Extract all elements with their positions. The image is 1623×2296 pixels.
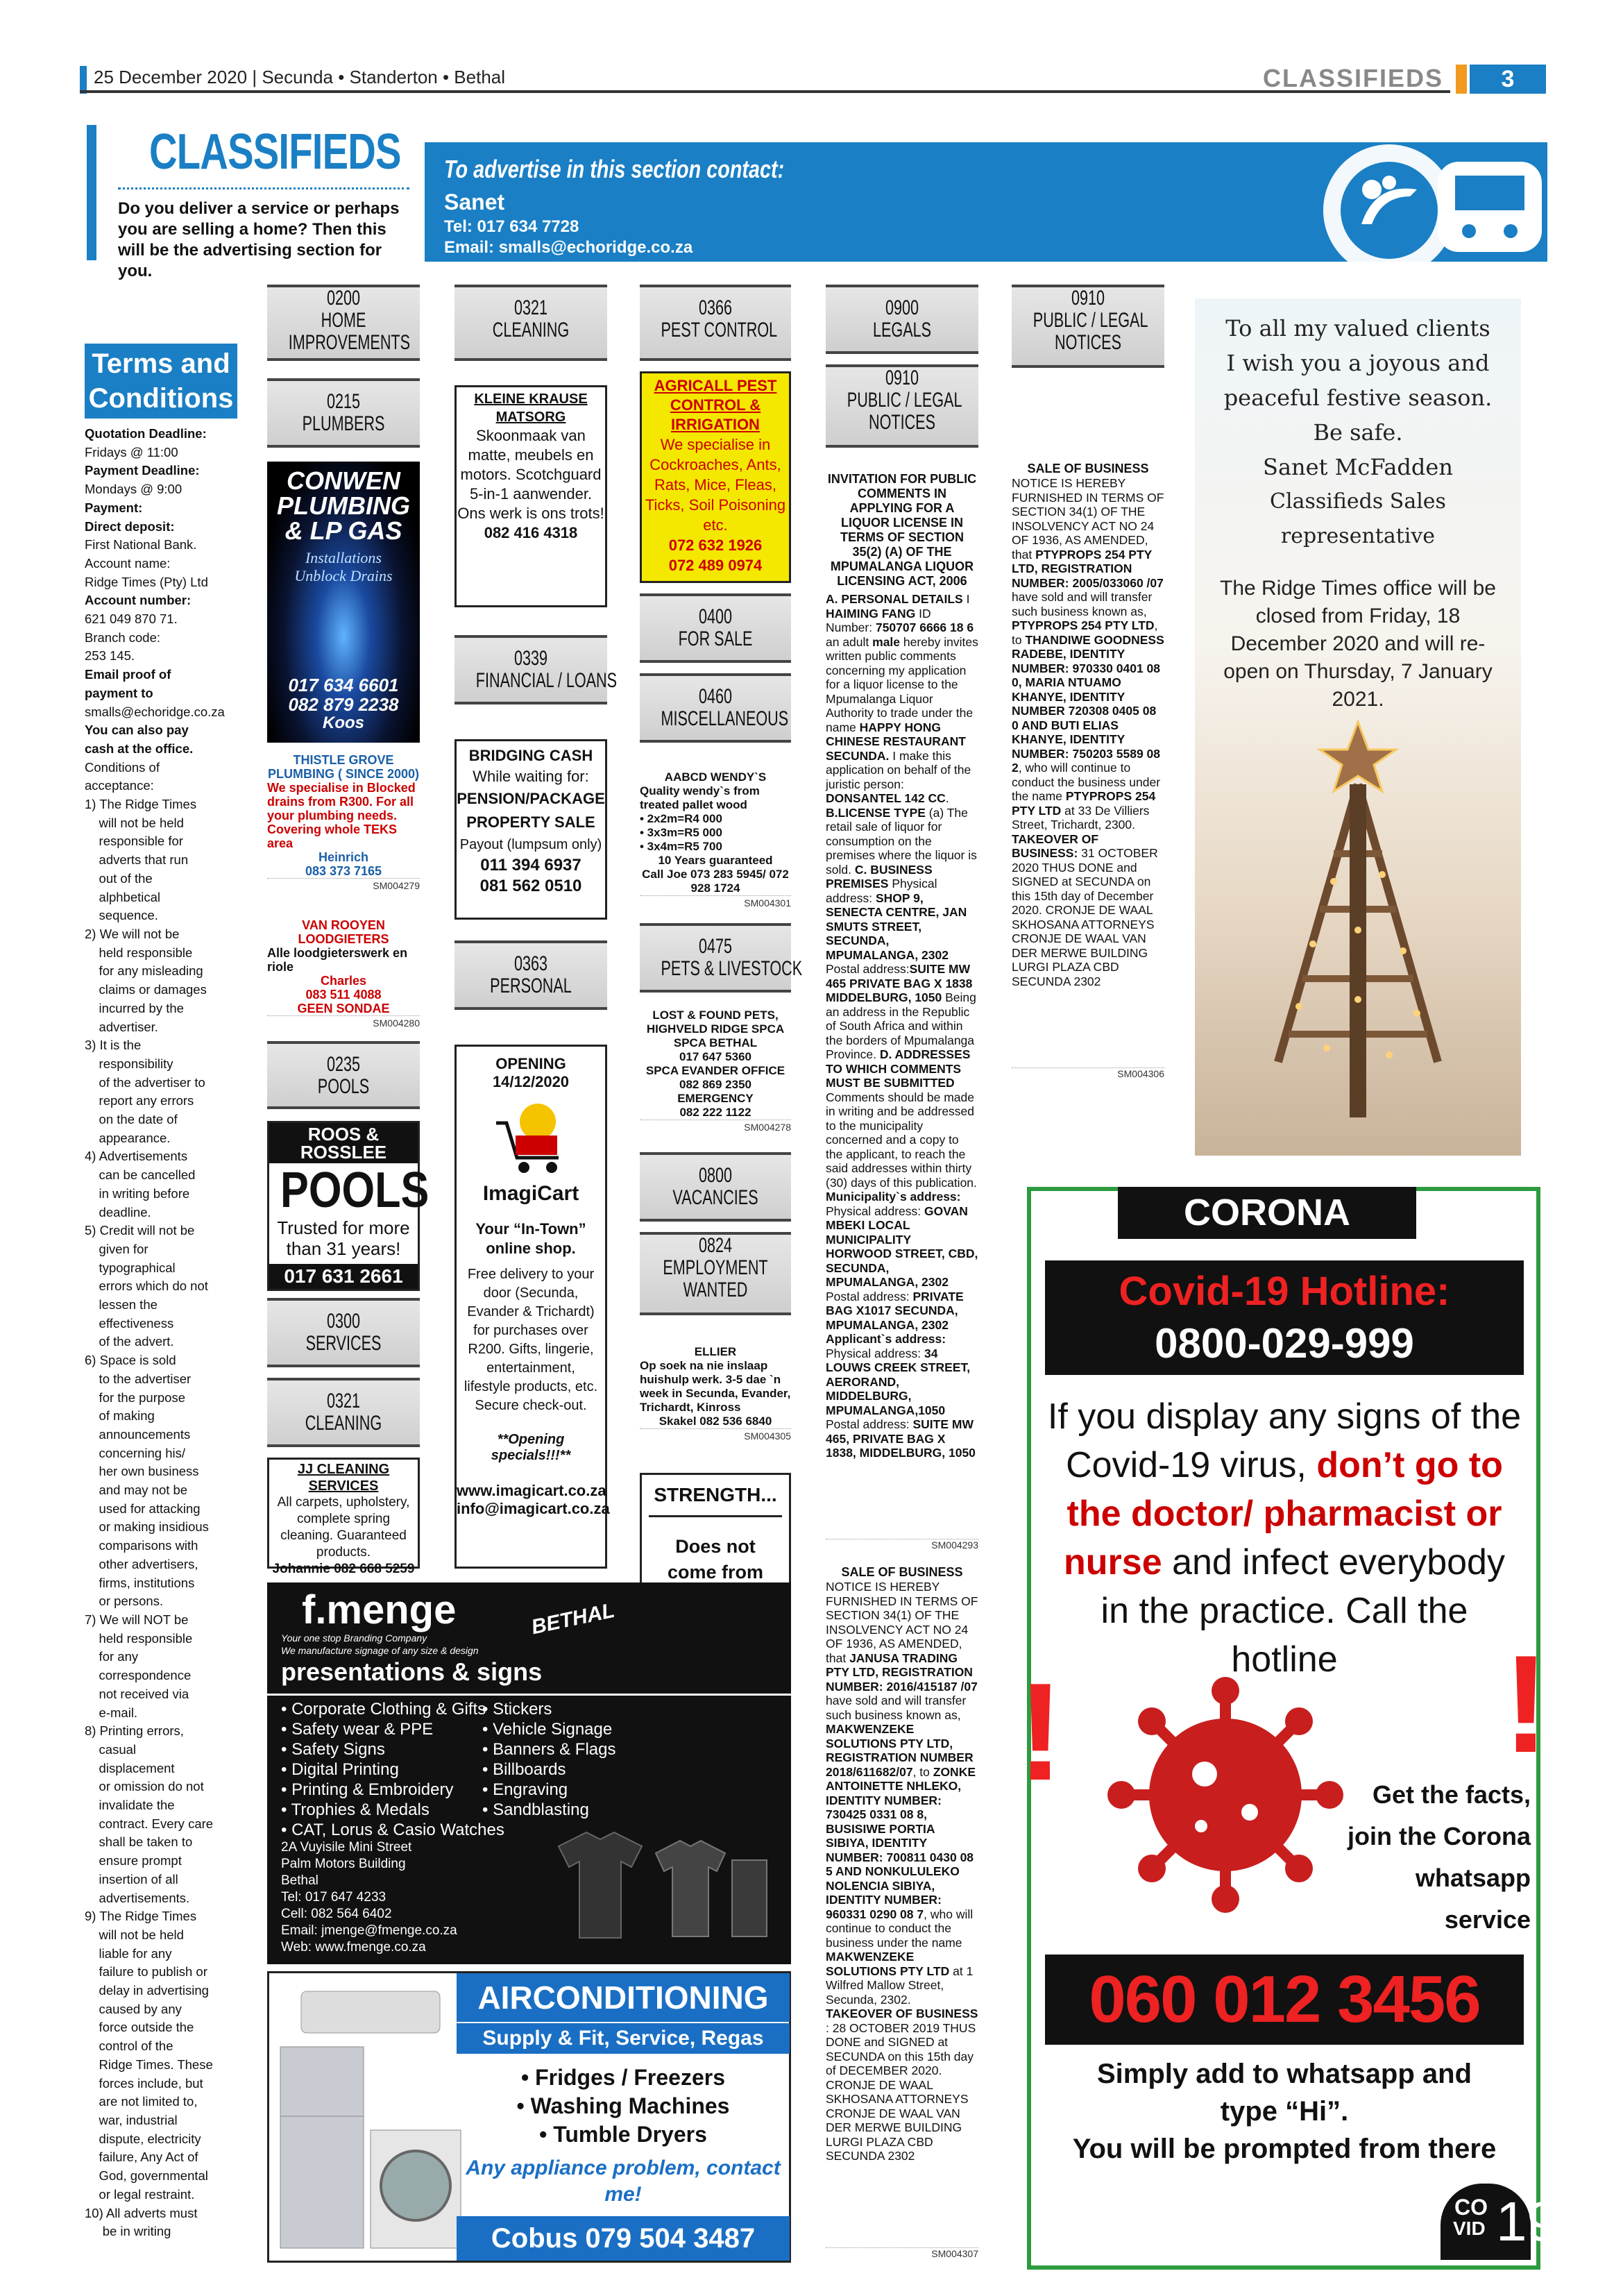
terms-line: 6) Space is sold bbox=[85, 1353, 176, 1368]
terms-line: can be cancelled bbox=[85, 1167, 196, 1183]
terms-line: Conditions of bbox=[85, 759, 160, 775]
terms-line: 9) The Ridge Times bbox=[85, 1909, 197, 1924]
ad-subtitle: Supply & Fit, Service, Regas bbox=[457, 2023, 790, 2054]
terms-line: insertion of all bbox=[85, 1871, 178, 1886]
terms-line: for any bbox=[85, 1649, 139, 1664]
header-orange-block bbox=[1456, 65, 1467, 94]
service-item: • Banners & Flags bbox=[482, 1740, 616, 1759]
terms-line: forces include, but bbox=[85, 2075, 203, 2091]
ad-title: POOLS bbox=[280, 1163, 430, 1218]
jj-cleaning-ad bbox=[267, 1458, 420, 1576]
category-0366: 0366 PEST CONTROL bbox=[640, 285, 791, 361]
terms-line: dispute, electricity bbox=[85, 2131, 201, 2146]
terms-line: 7) We will NOT be bbox=[85, 1612, 189, 1627]
category-icons-graphic bbox=[1306, 134, 1556, 273]
van-rooyen-ad bbox=[267, 918, 420, 1030]
ellier-ad bbox=[640, 1345, 791, 1443]
ad-ref: SM004279 bbox=[267, 878, 420, 893]
ad-title: Your “In-Town” online shop. bbox=[475, 1220, 586, 1257]
dotted-rule bbox=[118, 187, 409, 189]
ad-website[interactable]: www.imagicart.co.za bbox=[457, 1482, 606, 1499]
service-item: • Engraving bbox=[482, 1780, 568, 1799]
terms-line: Direct deposit: bbox=[85, 518, 175, 534]
terms-line: other advertisers, bbox=[85, 1556, 198, 1571]
terms-line: typographical bbox=[85, 1260, 176, 1275]
header-section: CLASSIFIEDS bbox=[1263, 64, 1444, 92]
terms-line: to the advertiser bbox=[85, 1371, 192, 1386]
ad-body: We specialise in Blocked drains from R300. For all your plumbing needs. Covering whole TEKS area bbox=[267, 781, 416, 850]
terms-line: God, governmental bbox=[85, 2168, 208, 2184]
ad-ref: SM004280 bbox=[267, 1015, 420, 1030]
aabcd-wendys-ad bbox=[640, 770, 791, 910]
terms-line: adverts that run bbox=[85, 852, 189, 868]
terms-line: smalls@echoridge.co.za bbox=[85, 704, 225, 719]
ad-body: We specialise in Cockroaches, Ants, Rats, Mice, Fleas, Ticks, Soil Poisoning etc. bbox=[645, 436, 786, 534]
terms-line: 621 049 870 71. bbox=[85, 611, 178, 627]
ad-phone: 082 879 2238 bbox=[288, 694, 399, 715]
terms-line: cash at the office. bbox=[85, 741, 194, 756]
category-0800: 0800 VACANCIES bbox=[640, 1152, 791, 1222]
ad-date: OPENING 14/12/2020 bbox=[492, 1055, 570, 1090]
ad-body: Quality wendy`s from treated pallet wood bbox=[640, 784, 760, 811]
ad-line: CONWEN bbox=[287, 466, 400, 495]
ad-ref: SM004278 bbox=[640, 1120, 791, 1134]
clothing-products-graphic bbox=[545, 1818, 774, 1957]
whatsapp-prompt: Get the facts, join the Corona whatsapp service bbox=[1348, 1780, 1531, 1934]
ad-phone: 017 647 5360 bbox=[679, 1050, 751, 1063]
terms-line: payment to bbox=[85, 685, 153, 700]
terms-line: force outside the bbox=[85, 2020, 194, 2035]
ad-body: PENSION/PACKAGE PROPERTY SALE bbox=[457, 790, 605, 831]
masthead-accent bbox=[87, 125, 96, 260]
sale-notice-1-body: NOTICE IS HEREBY FURNISHED IN TERMS OF SECTION 34(1) OF THE INSOLVENCY ACT NO 24 OF 1936, AS AMENDED, that JANUSA TRADING PTY LTD, REGISTRATION NUMBER: 2016/415187 /07 have sold and will transfer such business known as, MAKWENZEKE SOLUTIONS PTY LTD, REGISTRATION NUMBER 2018/611682/07, to ZONKE ANTOINETTE NHLEKO, IDENTITY NUMBER: 730425 0331 08 8, BUSISIWE PORTIA SIBIYA, IDENTITY NUMBER: 700811 0430 08 5 AND NONKULULEKO NOLENCIA SIBIYA, IDENTITY NUMBER: 960331 0290 08 7, who will continue to conduct the business under the name MAKWENZEKE SOLUTIONS PTY LTD at 1 Wilfred Mallow Street, Secunda, 2302. TAKEOVER OF BUSINESS : 28 OCTOBER 2019 THUS DONE and SIGNED at SECUNDA on this 15th day of DECEMBER 2020. CRONJE DE WAAL SKHOSANA ATTORNEYS CRONJE DE WAAL VAN DER MERWE BUILDING LURGI PLAZA CBD SECUNDA 2302 bbox=[826, 1580, 978, 2163]
terms-line: incurred by the bbox=[85, 1000, 184, 1015]
ad-location: BETHAL bbox=[529, 1598, 617, 1639]
exclamation-icon: ! bbox=[1017, 1655, 1064, 1809]
fmenge-ad bbox=[267, 1582, 791, 1964]
christmas-tree-graphic bbox=[1237, 701, 1479, 1145]
terms-line: war, industrial bbox=[85, 2112, 178, 2127]
ad-body: If you display any signs of the Covid-19 virus, don’t go to the doctor/ pharmacist or nurse and infect everybody in the practice. Call the hotline bbox=[1047, 1396, 1522, 1680]
terms-line: 3) It is the bbox=[85, 1038, 142, 1053]
terms-line: appearance. bbox=[85, 1130, 171, 1145]
terms-line: 4) Advertisements bbox=[85, 1149, 188, 1164]
ad-title: KLEINE KRAUSE MATSORG bbox=[474, 391, 588, 425]
ad-price: • 3x3m=R5 000 bbox=[640, 826, 722, 839]
terms-line: in writing before bbox=[85, 1185, 190, 1201]
kleine-krause-ad bbox=[454, 385, 607, 607]
terms-line: Email proof of bbox=[85, 667, 171, 682]
ad-ref: SM004301 bbox=[640, 895, 791, 910]
ad-body: All carpets, upholstery, complete spring cleaning. Guaranteed products. bbox=[277, 1495, 410, 1560]
whatsapp-number[interactable]: 060 012 3456 bbox=[1045, 1955, 1524, 2045]
ad-line: Installations bbox=[305, 549, 382, 566]
ad-note: **Opening specials!!!** bbox=[491, 1432, 571, 1463]
terms-line: failure to publish or bbox=[85, 1964, 207, 1980]
ad-line: & LP GAS bbox=[284, 516, 402, 545]
terms-line: concerning his/ bbox=[85, 1445, 185, 1460]
ad-phone: 082 869 2350 bbox=[679, 1078, 751, 1091]
terms-line: ensure prompt bbox=[85, 1853, 182, 1868]
ad-body: Trusted for more than 31 years! bbox=[277, 1217, 410, 1259]
ad-tagline: We manufacture signage of any size & design bbox=[281, 1645, 479, 1656]
ad-body: Payout (lumpsum only) bbox=[459, 837, 602, 852]
terms-line: deadline. bbox=[85, 1204, 151, 1219]
ad-ref: SM004305 bbox=[640, 1428, 791, 1443]
terms-line: out of the bbox=[85, 870, 153, 886]
cart-bulb-icon bbox=[482, 1095, 579, 1179]
ad-phone: Skakel 082 536 6840 bbox=[658, 1415, 772, 1428]
ad-logo: ImagiCart bbox=[482, 1182, 579, 1205]
terms-line: First National Bank. bbox=[85, 537, 197, 552]
category-0339: 0339 FINANCIAL / LOANS bbox=[454, 635, 607, 704]
hotline-label: Covid-19 Hotline: bbox=[1119, 1269, 1450, 1314]
ad-phone: 082 416 4318 bbox=[484, 524, 578, 541]
terms-line: You can also pay bbox=[85, 723, 189, 738]
category-0824: 0824 EMPLOYMENT WANTED bbox=[640, 1232, 791, 1315]
terms-line: Payment Deadline: bbox=[85, 463, 200, 478]
hotline-box bbox=[1045, 1260, 1524, 1375]
christmas-greeting-ad bbox=[1195, 298, 1521, 1156]
terms-line: failure, Any Act of bbox=[85, 2150, 198, 2165]
contact-name: Sanet bbox=[444, 189, 505, 214]
terms-header bbox=[85, 344, 237, 419]
category-0321-cleaning: 0321 CLEANING bbox=[454, 285, 607, 361]
terms-line: announcements bbox=[85, 1426, 191, 1442]
terms-line: e-mail. bbox=[85, 1705, 138, 1720]
ad-tagline: Your one stop Branding Company bbox=[281, 1632, 427, 1644]
terms-line: acceptance: bbox=[85, 778, 154, 793]
terms-line: of the advert. bbox=[85, 1334, 174, 1349]
covid-logo: CO VID 19 bbox=[1441, 2184, 1531, 2260]
terms-line: effectiveness bbox=[85, 1315, 174, 1331]
terms-line: Account number: bbox=[85, 593, 192, 608]
terms-line: correspondence bbox=[85, 1668, 192, 1683]
ad-greeting: To all my valued clients I wish you a joyous and peaceful festive season. Be safe. Sanet McFadden Classifieds Sales representative bbox=[1223, 315, 1493, 548]
ad-logo: ROOS & ROSSLEE bbox=[269, 1123, 418, 1163]
category-0215: 0215 PLUMBERS bbox=[267, 378, 420, 448]
terms-line: or omission do not bbox=[85, 1779, 204, 1794]
ad-list-left bbox=[281, 1699, 504, 1840]
ad-price: • 2x2m=R4 000 bbox=[640, 812, 722, 825]
terms-line: 10) All adverts must bbox=[85, 2205, 198, 2220]
ad-line: PLUMBING bbox=[277, 491, 410, 520]
terms-line: liable for any bbox=[85, 1945, 172, 1961]
contact-title: To advertise in this section contact: bbox=[444, 155, 785, 183]
terms-line: or legal restraint. bbox=[85, 2186, 195, 2202]
terms-line: of making bbox=[85, 1408, 155, 1424]
terms-line: will not be held bbox=[85, 815, 184, 830]
ad-subtitle: presentations & signs bbox=[281, 1657, 543, 1686]
terms-line: Fridays @ 11:00 bbox=[85, 444, 178, 459]
ad-line: Unblock Drains bbox=[294, 567, 393, 584]
ad-phone: 072 489 0974 bbox=[668, 557, 763, 574]
terms-line: or persons. bbox=[85, 1594, 164, 1609]
sale-notice-1-ref: SM004307 bbox=[826, 2247, 978, 2259]
service-item: • Stickers bbox=[482, 1700, 552, 1719]
terms-line: Ridge Times (Pty) Ltd bbox=[85, 574, 208, 589]
ad-title: JJ CLEANING SERVICES bbox=[297, 1462, 390, 1494]
hotline-number[interactable]: 0800-029-999 bbox=[1155, 1320, 1414, 1367]
terms-line: firms, institutions bbox=[85, 1575, 195, 1590]
ad-phone: Cobus 079 504 3487 bbox=[457, 2216, 790, 2261]
terms-line: held responsible bbox=[85, 945, 193, 960]
liquor-notice-title: INVITATION FOR PUBLIC COMMENTS IN APPLYING FOR A LIQUOR LICENSE IN TERMS OF SECTION 35(2) (A) OF THE MPUMALANGA LIQUOR LICENSING ACT, 2006 bbox=[827, 472, 977, 588]
ad-phone: Call Joe 073 283 5945/ 072 928 1724 bbox=[642, 868, 789, 895]
ad-rule bbox=[267, 1694, 791, 1696]
service-item: • Trophies & Medals bbox=[281, 1800, 430, 1819]
ad-name: Charles bbox=[320, 974, 367, 988]
page-title: CLASSIFIEDS bbox=[149, 124, 401, 180]
category-0900: 0900 LEGALS bbox=[826, 285, 978, 354]
terms-line: 8) Printing errors, bbox=[85, 1723, 184, 1739]
sale-notice-2-title: SALE OF BUSINESS bbox=[1027, 462, 1149, 475]
service-item: • Sandblasting bbox=[482, 1800, 589, 1819]
ad-note: GEEN SONDAE bbox=[297, 1002, 390, 1015]
terms-line: and may not be bbox=[85, 1483, 188, 1498]
category-0910: 0910 PUBLIC / LEGAL NOTICES bbox=[826, 364, 978, 448]
sale-notice-1-title: SALE OF BUSINESS bbox=[841, 1565, 963, 1579]
category-0321-cleaning-col1: 0321 CLEANING bbox=[267, 1378, 420, 1447]
terms-title-2: Conditions bbox=[88, 383, 234, 414]
roos-rosslee-pools-ad bbox=[267, 1121, 430, 1291]
ad-title: STRENGTH... bbox=[649, 1483, 782, 1517]
ad-title: THISTLE GROVE PLUMBING ( SINCE 2000) bbox=[267, 753, 420, 781]
category-0235: 0235 POOLS bbox=[267, 1041, 420, 1109]
ad-body: SPCA BETHAL bbox=[673, 1036, 758, 1049]
contact-box bbox=[425, 142, 1547, 262]
service-item: • CAT, Lorus & Casio Watches bbox=[281, 1821, 504, 1839]
imagicart-ad bbox=[454, 1045, 610, 1569]
category-0200: 0200 HOME IMPROVEMENTS bbox=[267, 285, 420, 361]
service-item: • Digital Printing bbox=[281, 1760, 399, 1779]
terms-line: responsibility bbox=[85, 1056, 173, 1071]
ad-title: AABCD WENDY`S bbox=[664, 770, 767, 784]
terms-line: used for attacking bbox=[85, 1501, 201, 1516]
contact-email[interactable]: Email: smalls@echoridge.co.za bbox=[444, 238, 693, 257]
service-item: • Safety wear & PPE bbox=[281, 1720, 434, 1739]
ad-body: Does not come from bbox=[667, 1536, 764, 1582]
terms-line: will not be held bbox=[85, 1927, 184, 1942]
terms-line: errors which do not bbox=[85, 1278, 208, 1294]
terms-line: 1) The Ridge Times bbox=[85, 797, 197, 812]
terms-line: are not limited to, bbox=[85, 2094, 198, 2109]
ad-phone: 083 511 4088 bbox=[305, 988, 382, 1002]
ad-body: SPCA EVANDER OFFICE bbox=[645, 1064, 785, 1077]
service-item: • Corporate Clothing & Gifts bbox=[281, 1700, 486, 1719]
ad-title: VAN ROOYEN LOODGIETERS bbox=[298, 918, 389, 946]
terms-line: advertiser. bbox=[85, 1019, 158, 1034]
ad-office-closure: The Ridge Times office will be closed from Friday, 18 December 2020 and will re-open on Thursday, 7 January 2021. bbox=[1220, 577, 1496, 711]
category-0910-public-legal: 0910 PUBLIC / LEGAL NOTICES bbox=[1012, 285, 1164, 368]
contact-tel[interactable]: Tel: 017 634 7728 bbox=[444, 217, 579, 236]
terms-line: control of the bbox=[85, 2038, 173, 2054]
ad-body: Alle loodgieterswerk en riole bbox=[267, 946, 408, 974]
liquor-notice-body: A. PERSONAL DETAILS I HAIMING FANG ID Number: 750707 6666 18 6 an adult male hereby invites written public comments concerning my application for a liquor license to the Mpumalanga Liquor Authority to trade under the name HAPPY HONG CHINESE RESTAURANT SECUNDA. I make this application on behalf of the juristic person: DONSANTEL 142 CC. B.LICENSE TYPE (a) The retail sale of liquor for consumption on the premises where the liquor is sold. C. BUSINESS PREMISES Physical address: SHOP 9, SENECTA CENTRE, JAN SMUTS STREET, SECUNDA, MPUMALANGA, 2302 Postal address:SUITE MW 465 PRIVATE BAG X 1838 MIDDELBURG, 1050 Being an address in the Republic of South Africa and within the borders of Mpumalanga Province. D. ADDRESSES TO WHICH COMMENTS MUST BE SUBMITTED Comments should be made in writing and be addressed to the municipality concerned and a copy to the applicant, to reach the said addresses within thirty (30) days of this publication. Municipality`s address: Physical address: GOVAN MBEKI LOCAL MUNICIPALITY HORWOOD STREET, CBD, SECUNDA, MPUMALANGA, 2302 Postal address: PRIVATE BAG X1017 SECUNDA, MPUMALANGA, 2302 Applicant`s address: Physical address: 34 LOUWS CREEK STREET, AERORAND, MIDDELBURG, MPUMALANGA,1050 Postal address: SUITE MW 465, PRIVATE BAG X 1838, MIDDELBURG, 1050 bbox=[826, 592, 978, 1460]
ad-email[interactable]: info@imagicart.co.za bbox=[457, 1500, 610, 1517]
terms-line: claims or damages bbox=[85, 982, 207, 997]
ad-phone: 017 634 6601 bbox=[288, 675, 399, 695]
exclamation-icon: ! bbox=[1503, 1627, 1549, 1782]
appliances-graphic bbox=[273, 1977, 468, 2255]
terms-line: her own business bbox=[85, 1464, 199, 1479]
ad-address: 2A Vuyisile Mini Street Palm Motors Building Bethal Tel: 017 647 4233 Cell: 082 564 6402 Email: jmenge@fmenge.co.za Web: www.fmenge.co.za bbox=[281, 1840, 457, 1955]
ad-body: Op soek na nie inslaap huishulp werk. 3-5 dae `n week in Secunda, Evander, Trichardt, Kinross bbox=[640, 1359, 791, 1414]
ad-body: While waiting for: bbox=[473, 768, 589, 785]
terms-body bbox=[85, 425, 237, 2241]
terms-line: 5) Credit will not be bbox=[85, 1223, 195, 1238]
terms-line: for the purpose bbox=[85, 1390, 186, 1405]
service-item: • Vehicle Signage bbox=[482, 1720, 613, 1739]
terms-title-1: Terms and bbox=[92, 348, 230, 379]
ad-phone: 081 562 0510 bbox=[479, 877, 582, 895]
terms-line: sequence. bbox=[85, 908, 158, 923]
terms-line: alphbetical bbox=[85, 889, 161, 904]
lost-found-pets-ad bbox=[640, 1008, 791, 1134]
terms-line: displacement bbox=[85, 1760, 175, 1775]
terms-line: contract. Every care bbox=[85, 1816, 214, 1831]
ad-phone: Johannie 082 668 5259 bbox=[272, 1562, 415, 1576]
service-item: • Safety Signs bbox=[281, 1740, 385, 1759]
terms-line: Quotation Deadline: bbox=[85, 426, 207, 441]
ad-note: 10 Years guaranteed bbox=[658, 854, 773, 867]
terms-line: be in writing bbox=[85, 2224, 171, 2239]
ad-title: AGRICALL PEST CONTROL & IRRIGATION bbox=[654, 377, 777, 433]
terms-line: 2) We will not be bbox=[85, 926, 180, 941]
ad-phone: 083 373 7165 bbox=[305, 864, 382, 878]
header-date-line: 25 December 2020 | Secunda • Standerton • Bethal bbox=[94, 67, 506, 87]
terms-line: shall be taken to bbox=[85, 1834, 193, 1850]
category-0363: 0363 PERSONAL bbox=[454, 940, 607, 1010]
ad-title: LOST & FOUND PETS, HIGHVELD RIDGE SPCA bbox=[646, 1008, 785, 1036]
terms-line: Mondays @ 9:00 bbox=[85, 482, 182, 497]
terms-line: for any misleading bbox=[85, 963, 203, 979]
aircon-ad bbox=[267, 1971, 791, 2263]
category-0400: 0400 FOR SALE bbox=[640, 593, 791, 663]
ad-phone: 082 222 1122 bbox=[679, 1106, 751, 1119]
terms-line: casual bbox=[85, 1741, 137, 1757]
ad-list-right bbox=[482, 1699, 616, 1820]
page-number: 3 bbox=[1470, 65, 1546, 94]
terms-line: given for bbox=[85, 1241, 148, 1256]
agricall-pest-ad bbox=[640, 371, 791, 583]
thistle-grove-ad bbox=[267, 753, 420, 893]
terms-line: Payment: bbox=[85, 500, 143, 515]
ad-price: • 3x4m=R5 700 bbox=[640, 840, 722, 853]
terms-line: report any errors bbox=[85, 1093, 194, 1108]
ad-title: AIRCONDITIONING bbox=[457, 1973, 790, 2022]
terms-line: comparisons with bbox=[85, 1538, 198, 1553]
ad-logo: f.menge bbox=[302, 1587, 457, 1632]
ad-body: Free delivery to your door (Secunda, Evander & Trichardt) for purchases over R200. Gifts, lingerie, entertainment, lifestyle products, etc. Secure check-out. bbox=[464, 1267, 598, 1413]
ad-body: Skoonmaak van matte, meubels en motors. Scotchguard 5-in-1 aanwender. Ons werk is ons trots! bbox=[457, 427, 604, 522]
ad-title: BRIDGING CASH bbox=[468, 747, 593, 764]
category-0460: 0460 MISCELLANEOUS bbox=[640, 673, 791, 743]
ad-instructions: Simply add to whatsapp and type “Hi”. You will be prompted from there bbox=[1072, 2059, 1497, 2164]
corona-hotline-ad bbox=[1017, 1187, 1558, 2270]
liquor-notice-ref: SM004293 bbox=[826, 1539, 978, 1551]
bridging-cash-ad bbox=[454, 739, 607, 920]
virus-icon bbox=[1107, 1677, 1343, 1913]
category-0300: 0300 SERVICES bbox=[267, 1298, 420, 1367]
service-item: • Printing & Embroidery bbox=[281, 1780, 454, 1799]
terms-line: Branch code: bbox=[85, 630, 161, 645]
ad-name: Koos bbox=[323, 714, 364, 732]
terms-line: 253 145. bbox=[85, 648, 135, 664]
terms-line: invalidate the bbox=[85, 1798, 175, 1813]
sale-notice-2-body: NOTICE IS HEREBY FURNISHED IN TERMS OF SECTION 34(1) OF THE INSOLVENCY ACT NO 24 OF 1936, AS AMENDED, that PTYPROPS 254 PTY LTD, REGISTRATION NUMBER: 2005/033060 /07 have sold and will transfer such business known as, PTYPROPS 254 PTY LTD, to THANDIWE GOODNESS RADEBE, IDENTITY NUMBER: 970330 0401 08 0, MARIA NTUAMO KHANYE, IDENTITY NUMBER 720308 0405 08 0 AND BUTI ELIAS KHANYE, IDENTITY NUMBER: 750203 5589 08 2, who will continue to conduct the business under the name PTYPROPS 254 PTY LTD at 33 De Villiers Street, Trichardt, 2300. TAKEOVER OF BUSINESS: 31 OCTOBER 2020 THUS DONE and SIGNED at SECUNDA on this 15th day of December 2020. CRONJE DE WAAL SKHOSANA ATTORNEYS CRONJE DE WAAL VAN DER MERWE BUILDING LURGI PLAZA CBD SECUNDA 2302 bbox=[1012, 476, 1164, 988]
ad-phone: 011 394 6937 bbox=[480, 856, 581, 875]
terms-line: of the advertiser to bbox=[85, 1074, 205, 1090]
terms-line: advertisements. bbox=[85, 1890, 190, 1905]
ad-phone: 072 632 1926 bbox=[668, 537, 763, 554]
service-item: • Billboards bbox=[482, 1760, 566, 1779]
terms-line: caused by any bbox=[85, 2001, 182, 2016]
ad-note: Any appliance problem, contact me! bbox=[466, 2156, 781, 2206]
header-rule bbox=[80, 90, 1450, 93]
sale-notice-2-ref: SM004306 bbox=[1012, 1067, 1164, 1079]
terms-line: lessen the bbox=[85, 1297, 158, 1312]
ad-title: ELLIER bbox=[694, 1345, 737, 1358]
conwen-plumbing-ad bbox=[267, 462, 420, 743]
ad-phone: 017 631 2661 bbox=[269, 1264, 418, 1289]
masthead-intro: Do you deliver a service or perhaps you are selling a home? Then this will be the advertising section for you. bbox=[118, 199, 400, 280]
ad-name: Heinrich bbox=[318, 850, 369, 864]
terms-line: not received via bbox=[85, 1686, 189, 1701]
terms-line: on the date of bbox=[85, 1112, 178, 1127]
terms-line: responsible for bbox=[85, 834, 183, 849]
category-0475: 0475 PETS & LIVESTOCK bbox=[640, 923, 791, 993]
terms-line: held responsible bbox=[85, 1630, 193, 1646]
terms-line: delay in advertising bbox=[85, 1983, 209, 1998]
header-accent bbox=[80, 66, 87, 94]
ad-body: EMERGENCY bbox=[677, 1092, 754, 1105]
terms-line: or making insidious bbox=[85, 1519, 209, 1535]
ad-list: • Fridges / Freezers • Washing Machines • Tumble Dryers bbox=[516, 2065, 730, 2147]
terms-line: Account name: bbox=[85, 555, 171, 571]
ad-title: CORONA bbox=[1118, 1187, 1416, 1239]
terms-line: Ridge Times. These bbox=[85, 2057, 213, 2072]
